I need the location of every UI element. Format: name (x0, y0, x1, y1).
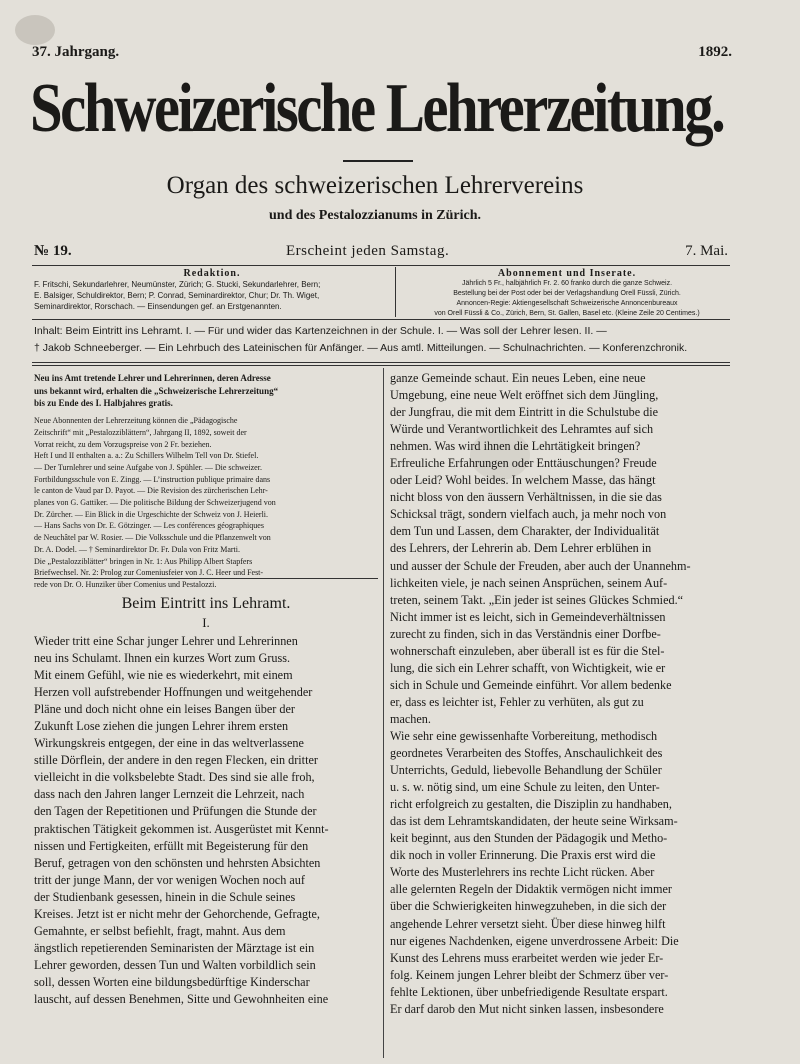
notice-line: Die „Pestalozziblätter“ bringen in Nr. 1: Aus Philipp Albert Stapfers (34, 556, 253, 566)
article-line: Würde und Verantwortlichkeit des Lehramtes auf sich (390, 422, 654, 437)
article-line: er, dass es leichter ist, Fehler zu verhüten, als gut zu (390, 694, 644, 709)
notice-line: Fortbildungsschule von E. Zingg. — L’instruction publique primaire dans (34, 474, 271, 484)
subscription-notice (34, 372, 378, 591)
article-line: Kreises. Jetzt ist er nicht mehr der Gehorchende, Gefragte, (34, 906, 320, 921)
article-line: folg. Keinem jungen Lehrer bleibt der Schmerz über ver- (390, 967, 669, 982)
paper-stain (15, 15, 55, 45)
issue-date: 7. Mai. (685, 243, 728, 259)
article-line: treten, seinem Takt. „Ein jeder ist seines Glückes Schmied.“ (390, 592, 684, 607)
redaktion-line: E. Balsiger, Schuldirektor, Bern; P. Conrad, Seminardirektor, Chur; Dr. Th. Wiget, (34, 291, 320, 300)
article-line: tritt der junge Mann, der vor wenigen Wochen noch auf (34, 872, 305, 887)
notice-bold-line: bis zu Ende des I. Halbjahres gratis. (34, 398, 173, 409)
article-line: Unterrichts, Geduld, liebevolle Behandlung der Schüler (390, 763, 662, 778)
publication-schedule: Erscheint jeden Samstag. (286, 243, 450, 259)
article-line: des Lehrers, der Lehrerin ab. Dem Lehrer erblühen in (390, 541, 652, 556)
article-line: dem Tun und Lassen, dem Charakter, der Individualität (390, 524, 660, 539)
article-line: Schicksal trägt, sondern vielfach auch, ja mehr noch von (390, 507, 667, 522)
article-line: über die Schwierigkeiten hinwegzuheben, in die sich der (390, 899, 667, 914)
box-separator (395, 267, 396, 317)
contents-line: Inhalt: Beim Eintritt ins Lehramt. I. — Für und wider das Kartenzeichnen in der Schule. I. — Was soll der Lehrer lesen. II. — (34, 325, 607, 337)
top-line (32, 44, 732, 64)
article-line: alle gelernten Regeln der Didaktik vermögen nicht immer (390, 882, 672, 897)
article-line: Pläne und doch nicht ohne ein leises Bangen über der (34, 702, 295, 717)
article-line: Nicht immer ist es leicht, sich in Gemeindeverhältnissen (390, 609, 666, 624)
article-line: Worte des Musterlehrers ins rechte Licht rücken. Aber (390, 865, 655, 880)
table-of-contents (34, 323, 728, 357)
notice-line: Vorrat reicht, zu dem Vorzugspreise von 2 Fr. beziehen. (34, 439, 212, 449)
notice-line: Briefwechsel. Nr. 2: Prolog zur Comeniusfeier von J. C. Heer und Fest- (34, 568, 264, 578)
article-line: Er darf darob den Mut nicht sinken lassen, insbesondere (390, 1001, 664, 1016)
article-line: machen. (390, 711, 431, 726)
redaktion-box (34, 268, 390, 312)
divider (32, 365, 730, 366)
article-line: der Studienbank gesessen, hinein in die Schule seines (34, 889, 296, 904)
notice-line: Heft I und II enthalten a. a.: Zu Schillers Wilhelm Tell von Dr. Stiefel. (34, 451, 259, 461)
article-line: Wirkungskreis entgegen, der eine in das weltverlassene (34, 736, 304, 751)
article-line: nehmen. Was wird ihnen die Lehrtätigkeit bringen? (390, 439, 641, 454)
redaktion-line: Seminardirektor, Rorschach. — Einsendungen gef. an Erstgenannten. (34, 302, 282, 311)
subtitle: Organ des schweizerischen Lehrervereins (166, 172, 584, 199)
divider (32, 265, 730, 266)
article-line: nissen und Fertigkeiten, erfüllt mit Begeisterung für den (34, 838, 309, 853)
article-line: ängstlich repetierenden Seminaristen der Märztage ist ein (34, 940, 315, 955)
article-line: Mit einem Gefühl, wie nie es wiederkehrt, mit einem (34, 668, 293, 683)
divider (34, 578, 378, 579)
article-line: und ausser der Schule der Freuden, aber auch der Unannehm- (390, 558, 691, 573)
article-line: keit beginnt, aus den Stunden der Pädagogik und Metho- (390, 831, 668, 846)
notice-line: planes von G. Gattiker. — Die politische Bildung der Schweizerjugend von (34, 498, 276, 508)
notice-line: le canton de Vaud par D. Payot. — Die Revision des zürcherischen Lehr- (34, 486, 268, 496)
article-line: ganze Gemeinde schaut. Ein neues Leben, eine neue (390, 371, 646, 385)
title-divider (343, 160, 413, 162)
article-line: nicht bloss von den äussern Verhältnissen, in die sie das (390, 490, 662, 505)
article-line: Wie sehr eine gewissenhafte Vorbereitung, methodisch (390, 728, 658, 743)
article-line: Umgebung, eine neue Welt eröffnet sich dem Jüngling, (390, 388, 659, 403)
article-line: Lehrer geworden, dessen Tun und Walten vorbildlich sein (34, 957, 316, 972)
notice-line: Neue Abonnenten der Lehrerzeitung können die „Pädagogische (34, 416, 238, 426)
redaktion-line: F. Fritschi, Sekundarlehrer, Neumünster, Zürich; G. Stucki, Sekundarlehrer, Bern; (34, 280, 321, 289)
article-line: stille Dörflein, der andere in den regen Flecken, ein dritter (34, 753, 318, 768)
article-line: oder Leid? Wohl beides. In welchem Masse, das hängt (390, 473, 656, 488)
article-line: Beruf, getragen von den schönsten und hehrsten Absichten (34, 855, 321, 870)
article-left-column (34, 633, 378, 1008)
issue-number: № 19. (34, 243, 72, 259)
article-line: zurecht zu finden, sich in das Verständnis einer Dorfbe- (390, 626, 661, 641)
masthead-title: Schweizerische Lehrerzeitung. (30, 70, 724, 147)
column-separator (383, 368, 384, 1058)
subtitle-secondary: und des Pestalozzianums in Zürich. (269, 208, 481, 223)
notice-line: Dr. A. Dodel. — † Seminardirektor Dr. Fr. Dula von Fritz Marti. (34, 544, 240, 554)
article-line: lauscht, auf dessen Benehmen, Sitte und Gewohnheiten eine (34, 991, 329, 1006)
divider (32, 319, 730, 320)
article-line: Zukunft Lose ziehen die jungen Lehrer ihrem ersten (34, 719, 289, 734)
article-line: Wieder tritt eine Schar junger Lehrer und Lehrerinnen (34, 634, 298, 648)
article-line: neu ins Schulamt. Ihnen ein kurzes Wort zum Gruss. (34, 651, 291, 666)
article-line: dik noch in voller Erinnerung. Die Praxis erst wird die (390, 848, 656, 863)
article-line: u. s. w. nötig sind, um eine Schule zu leiten, den Unter- (390, 780, 660, 795)
abonnement-line: Annoncen-Regie: Aktiengesellschaft Schweizerische Annoncenbureaux (456, 300, 678, 307)
notice-bold-line: Neu ins Amt tretende Lehrer und Lehrerinnen, deren Adresse (34, 373, 271, 383)
notice-bold-line: uns bekannt wird, erhalten die „Schweizerische Lehrerzeitung“ (34, 385, 279, 396)
article-line: den Tagen der Repetitionen und Prüfungen die Stunde der (34, 804, 317, 819)
abonnement-line: Bestellung bei der Post oder bei der Verlagshandlung Orell Füssli, Zürich. (453, 290, 681, 297)
article-line: soll, dessen Worten eine bildungsbedürftige Kinderschar (34, 974, 310, 989)
article-line: wohnerschaft einzuleben, aber überall ist es für die Stel- (390, 643, 665, 658)
article-line: Erfreuliche Erfahrungen oder Enttäuschungen? Freude (390, 456, 657, 471)
article-line: das ist dem Lehramtskandidaten, der heute seine Wirksam- (390, 814, 678, 829)
issue-line (34, 243, 728, 263)
article-line: Herzen voll aufstrebender Hoffnungen und weitgehender (34, 685, 313, 700)
article-line: nur eigenes Nachdenken, eigene unverdrossene Arbeit: Die (390, 933, 679, 948)
article-line: geordnetes Verarbeiten des Stoffes, Anschaulichkeit des (390, 746, 663, 761)
article-line: richt erfolgreich zu gestalten, die Disziplin zu handhaben, (390, 797, 672, 812)
year-label: 1892. (698, 44, 732, 60)
abonnement-heading: Abonnement und Inserate. (497, 268, 637, 279)
article-line: der Jungfrau, die mit dem Eintritt in die Schulstube die (390, 405, 659, 420)
article-line: lichkeiten viele, je nach seinen Ansprüchen, seinem Auf- (390, 575, 668, 590)
notice-line: — Der Turnlehrer und seine Aufgabe von J. Spühler. — Die schweizer. (34, 462, 262, 472)
contents-line: † Jakob Schneeberger. — Ein Lehrbuch des Lateinischen für Anfänger. — Aus amtl. Mitteilungen. — Schulnachrichten. — Konferenzchronik. (34, 342, 688, 354)
abonnement-line: von Orell Füssli & Co., Zürich, Bern, St. Gallen, Basel etc. (Kleine Zeile 20 Centimes.) (434, 310, 700, 317)
article-title: Beim Eintritt ins Lehramt. (121, 595, 291, 612)
divider (32, 362, 730, 363)
abonnement-line: Jährlich 5 Fr., halbjährlich Fr. 2. 60 franko durch die ganze Schweiz. (461, 280, 673, 287)
volume-label: 37. Jahrgang. (32, 44, 120, 60)
article-number: I. (202, 615, 210, 630)
article-line: lung, die sich ein Lehrer schafft, von Wichtigkeit, wie er (390, 660, 666, 675)
notice-line: rede von Dr. O. Hunziker über Comenius und Pestalozzi. (34, 579, 217, 589)
article-line: angehende Lehrer versetzt sieht. Über diese hinweg hilft (390, 916, 666, 931)
redaktion-heading: Redaktion. (183, 268, 241, 279)
article-line: sich in Schule und Gemeinde einführt. Vor allem bedenke (390, 677, 672, 692)
article-line: vielleicht in die volksbelebte Stadt. Des sind sie alle froh, (34, 770, 315, 785)
article-line: fehlte Lektionen, über unbefriedigende Resultate erspart. (390, 984, 668, 999)
article-right-column (390, 370, 730, 1018)
notice-line: Zeitschrift“ mit „Pestalozziblättern“, Jahrgang II, 1892, soweit der (34, 427, 247, 437)
article-line: Kunst des Lehrens muss erarbeitet werden wie jeder Er- (390, 950, 664, 965)
article-line: Gemahnte, er selbst befiehlt, fragt, mahnt. Aus dem (34, 923, 286, 938)
article-line: praktischen Tätigkeit gekommen ist. Ausgerüstet mit Kennt- (34, 821, 329, 836)
notice-line: de Neuchâtel par W. Rosier. — Die Volksschule und die Pflanzenwelt von (34, 533, 271, 543)
abonnement-box (402, 268, 732, 319)
notice-line: Dr. Zürcher. — Ein Blick in die Urgeschichte der Schweiz von J. Heierli. (34, 509, 269, 519)
article-line: dass nach den Jahren langer Lernzeit die Lehrzeit, nach (34, 787, 305, 802)
notice-line: — Hans Sachs von Dr. E. Götzinger. — Les conférences géographiques (34, 521, 264, 531)
